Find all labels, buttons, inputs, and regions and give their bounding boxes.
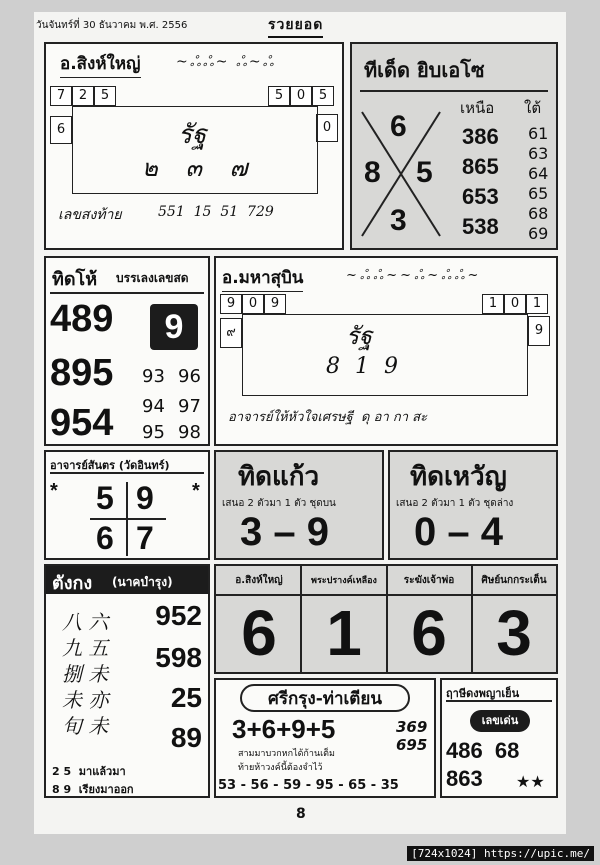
cell: 1 bbox=[526, 294, 548, 314]
pair: 93 bbox=[142, 366, 165, 387]
title-rule bbox=[50, 292, 204, 294]
cell: 2 bbox=[72, 86, 94, 106]
sing-yai-title: อ.สิงห์ใหญ่ bbox=[60, 50, 141, 78]
title-rule bbox=[360, 90, 548, 92]
south-num: 65 bbox=[528, 184, 549, 203]
tang-kong-num: 952 bbox=[155, 600, 202, 631]
hit-ho-num: 895 bbox=[50, 352, 114, 394]
issue-date: วันจันทร์ที่ 30 ธันวาคม พ.ศ. 2556 bbox=[36, 20, 188, 31]
hit-kaew-note: เสนอ 2 ตัวมา 1 ตัว ชุดบน bbox=[222, 498, 336, 509]
tang-kong-box bbox=[44, 564, 210, 798]
hit-kaew-box bbox=[214, 450, 384, 560]
glyph-row: 九 五 bbox=[62, 636, 109, 660]
cell: 7 bbox=[50, 86, 72, 106]
title-rule bbox=[446, 700, 552, 702]
north-num: 865 bbox=[462, 154, 499, 179]
north-num: 653 bbox=[462, 184, 499, 209]
title-rule bbox=[50, 472, 204, 474]
maha-doodle: ~ஃஃ~~ஃ~ஃஃ~ bbox=[346, 268, 482, 283]
hit-kaew-pair: 3 – 9 bbox=[240, 510, 329, 554]
glyph-row: 八 六 bbox=[62, 610, 109, 634]
cell: 5 bbox=[268, 86, 290, 106]
cell: 0 bbox=[504, 294, 526, 314]
tang-kong-num: 25 bbox=[170, 682, 202, 713]
col-label: ศิษย์นกกระเต็น bbox=[481, 575, 547, 586]
maha-suban-title: อ.มหาสุบิน bbox=[222, 264, 303, 292]
watermark: [724x1024] https://upic.me/ bbox=[407, 846, 594, 861]
col-label: พระปรางค์เหลือง bbox=[311, 576, 377, 586]
bottom-numbers: 551 15 51 729 bbox=[158, 204, 274, 220]
hit-ho-subtitle: บรรเลงเลขสด bbox=[116, 271, 189, 285]
sri-krung-formula: 3+6+9+5 bbox=[232, 714, 336, 744]
tang-kong-num: 598 bbox=[155, 642, 202, 673]
rusi-nums: 486 68 bbox=[446, 738, 520, 763]
sing-yai-doodle: ~ஃஃ~ ஃ~ஃ bbox=[176, 54, 276, 70]
col-label: อ.สิงห์ใหญ่ bbox=[235, 575, 283, 586]
cross-digit: 7 bbox=[136, 520, 154, 556]
cell: 0 bbox=[242, 294, 264, 314]
hand-label: รัฐ bbox=[346, 322, 373, 350]
highlight-digit: 9 bbox=[150, 304, 198, 350]
sri-krung-row: 53 - 56 - 59 - 95 - 65 - 35 bbox=[218, 778, 399, 793]
south-num: 69 bbox=[528, 224, 549, 243]
hand-digits: 8 1 9 bbox=[326, 354, 402, 379]
sri-krung-note: สามมาบวกหกได้ก้านเต็ม bbox=[238, 749, 335, 759]
pair: 95 bbox=[142, 422, 165, 443]
sri-krung-side: 369 bbox=[396, 718, 428, 736]
x-bottom: 3 bbox=[390, 204, 407, 237]
hit-ho-title: ทิดโห้ bbox=[52, 269, 98, 290]
hit-ho-num: 489 bbox=[50, 298, 114, 340]
rusi-stars: ★★ bbox=[516, 772, 545, 791]
rusi-badge: เลขเด่น bbox=[470, 710, 530, 732]
tang-kong-foot: 2 5 มาแล้วมา bbox=[52, 765, 126, 778]
pair: 94 bbox=[142, 396, 165, 417]
brand-title: รวยยอด bbox=[268, 14, 323, 38]
glyph-row: 捌 未 bbox=[62, 662, 109, 686]
x-left: 8 bbox=[364, 156, 381, 189]
glyph-row: 旬 未 bbox=[62, 714, 109, 738]
cell: ๙ bbox=[220, 318, 242, 348]
tang-kong-num: 89 bbox=[170, 722, 202, 753]
santorn-box bbox=[44, 450, 210, 560]
col-south-label: ใต้ bbox=[524, 99, 542, 117]
col-digit: 6 bbox=[411, 597, 447, 669]
pair: 96 bbox=[178, 366, 201, 387]
cell: 5 bbox=[312, 86, 334, 106]
page-number: 8 bbox=[296, 806, 306, 822]
sri-krung-box bbox=[214, 678, 436, 798]
yip-eo-so-title: ทีเด็ด ยิบเอโซ bbox=[364, 58, 485, 82]
tang-kong-subtitle: (นาคบำรุง) bbox=[112, 575, 173, 589]
south-num: 61 bbox=[528, 124, 549, 143]
cell: 6 bbox=[50, 116, 72, 144]
cell: 0 bbox=[316, 114, 338, 142]
yip-eo-so-box bbox=[350, 42, 558, 250]
bottom-label: เลขสงท้าย bbox=[58, 207, 122, 223]
santorn-title: อาจารย์สันตร (วัดอินทร์) bbox=[50, 459, 170, 472]
hand-digits: ๒ ๓ ๗ bbox=[142, 154, 258, 182]
cross-digit: 9 bbox=[136, 480, 154, 516]
sing-yai-box bbox=[44, 42, 344, 250]
cell: 9 bbox=[264, 294, 286, 314]
hit-wan-note: เสนอ 2 ตัวมา 1 ตัว ชุดล่าง bbox=[396, 498, 514, 509]
col-digit: 6 bbox=[241, 597, 277, 669]
hit-wan-box bbox=[388, 450, 558, 560]
col-north-label: เหนือ bbox=[460, 99, 495, 117]
maha-suban-box bbox=[214, 256, 558, 446]
hand-label: รัฐ bbox=[178, 120, 207, 150]
star: * bbox=[50, 480, 58, 502]
pair: 98 bbox=[178, 422, 201, 443]
tang-kong-title: ตังกง bbox=[52, 573, 93, 594]
tang-kong-foot: 8 9 เรียงมาออก bbox=[52, 783, 134, 796]
hit-wan-pair: 0 – 4 bbox=[414, 510, 503, 554]
hit-kaew-title: ทิดแก้ว bbox=[238, 462, 320, 492]
cell: 0 bbox=[290, 86, 312, 106]
hit-ho-box bbox=[44, 256, 210, 446]
cross-digit: 5 bbox=[96, 480, 114, 516]
pair: 97 bbox=[178, 396, 201, 417]
hit-ho-num: 954 bbox=[50, 402, 114, 444]
cell: 1 bbox=[482, 294, 504, 314]
cell: 5 bbox=[94, 86, 116, 106]
sri-krung-title: ศรีกรุง-ท่าเตียน bbox=[240, 684, 410, 712]
x-top: 6 bbox=[390, 110, 407, 143]
rusi-box bbox=[440, 678, 558, 798]
col-divider bbox=[300, 566, 302, 672]
south-num: 63 bbox=[528, 144, 549, 163]
north-num: 386 bbox=[462, 124, 499, 149]
sri-krung-side: 695 bbox=[396, 736, 428, 754]
rusi-title: ฤาษีดงพญาเย็น bbox=[446, 687, 520, 700]
sri-krung-note: ท้ายห้าวงค์นี้ต้องจำไว้ bbox=[238, 763, 323, 773]
hit-wan-title: ทิดเหวัญ bbox=[410, 462, 507, 492]
col-digit: 3 bbox=[496, 597, 532, 669]
cross-digit: 6 bbox=[96, 520, 114, 556]
x-right: 5 bbox=[416, 156, 433, 189]
four-cols-box bbox=[214, 564, 558, 674]
cell: 9 bbox=[528, 316, 550, 346]
rusi-num2: 863 bbox=[446, 766, 483, 791]
south-num: 68 bbox=[528, 204, 549, 223]
col-digit: 1 bbox=[326, 597, 362, 669]
bottom-text: อาจารย์ให้หัวใจเศรษฐี ดุ อา กา สะ bbox=[228, 410, 428, 425]
star: * bbox=[192, 480, 200, 502]
glyph-row: 未 亦 bbox=[62, 688, 109, 712]
north-num: 538 bbox=[462, 214, 499, 239]
cell: 9 bbox=[220, 294, 242, 314]
col-label: ระฆังเจ้าพ่อ bbox=[403, 575, 455, 586]
south-num: 64 bbox=[528, 164, 549, 183]
